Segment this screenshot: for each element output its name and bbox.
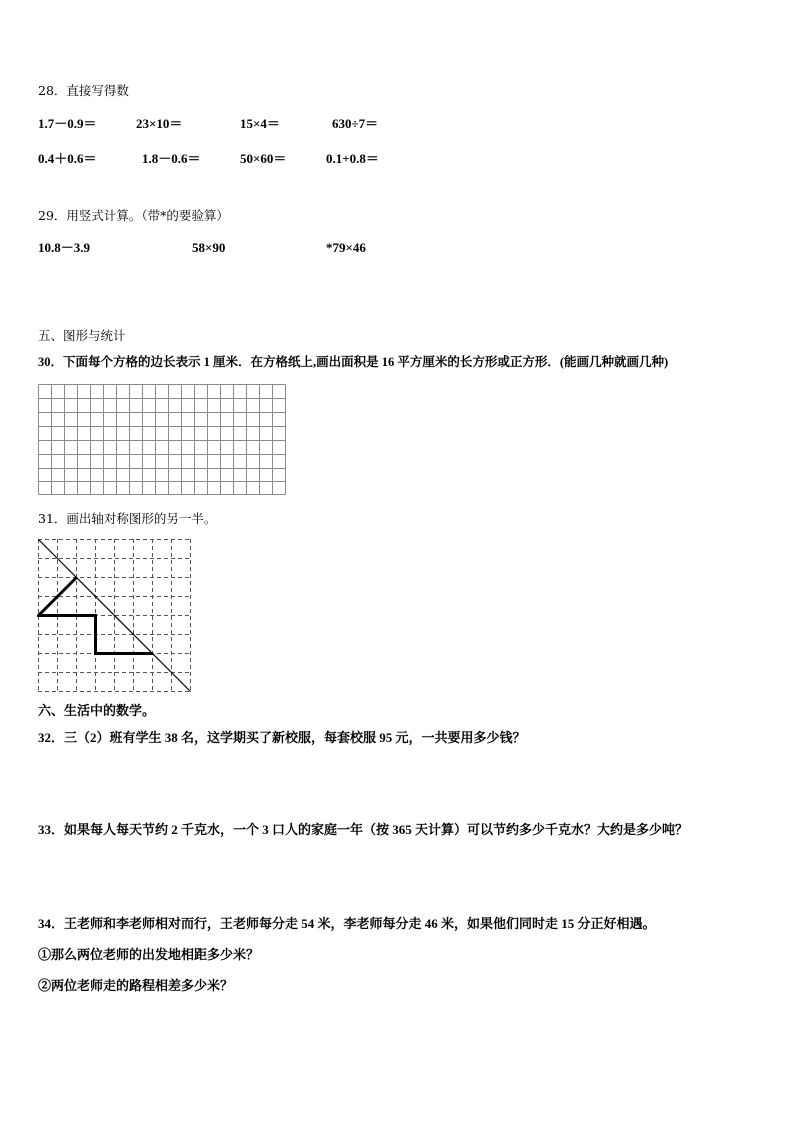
q28-item-8: 0.1+0.8＝	[326, 151, 379, 166]
q28-title: 28．直接写得数	[38, 83, 129, 98]
q28-item-5: 0.4＋0.6＝	[38, 151, 97, 166]
q31-symmetry-grid[interactable]	[37, 538, 192, 693]
q33-text: 33．如果每人每天节约 2 千克水，一个 3 口人的家庭一年（按 365 天计算）可以节约多少千克水？大约是多少吨？	[38, 822, 689, 837]
q29-title: 29．用竖式计算。（带*的要验算）	[38, 208, 229, 223]
q28-item-7: 50×60＝	[240, 151, 287, 166]
q28-item-6: 1.8－0.6＝	[142, 151, 201, 166]
q28-item-4: 630÷7＝	[332, 116, 379, 131]
q28-item-3: 15×4＝	[240, 116, 280, 131]
q28-item-1: 1.7－0.9＝	[38, 116, 97, 131]
q28-item-2: 23×10＝	[136, 116, 183, 131]
q32-text: 32．三（2）班有学生 38 名，这学期买了新校服，每套校服 95 元，一共要用多少钱？	[38, 730, 526, 745]
q29-item-1: 10.8－3.9	[38, 240, 91, 255]
q30-text: 30．下面每个方格的边长表示 1 厘米．在方格纸上,画出面积是 16 平方厘米的长方形或正方形．(能画几种就画几种)	[38, 355, 669, 369]
q34-text: 34．王老师和李老师相对而行，王老师每分走 54 米，李老师每分走 46 米，如果他们同时走 15 分正好相遇。	[38, 916, 656, 931]
q34-sub2: ②两位老师走的路程相差多少米？	[38, 978, 234, 993]
q29-item-3: *79×46	[326, 240, 366, 255]
section6-heading: 六、生活中的数学。	[38, 703, 156, 718]
q29-item-2: 58×90	[192, 240, 226, 255]
section5-heading: 五、图形与统计	[38, 328, 126, 343]
q30-square-grid[interactable]	[38, 384, 286, 496]
q34-sub1: ①那么两位老师的出发地相距多少米？	[38, 947, 260, 962]
q31-text: 31．画出轴对称图形的另一半。	[38, 511, 217, 526]
